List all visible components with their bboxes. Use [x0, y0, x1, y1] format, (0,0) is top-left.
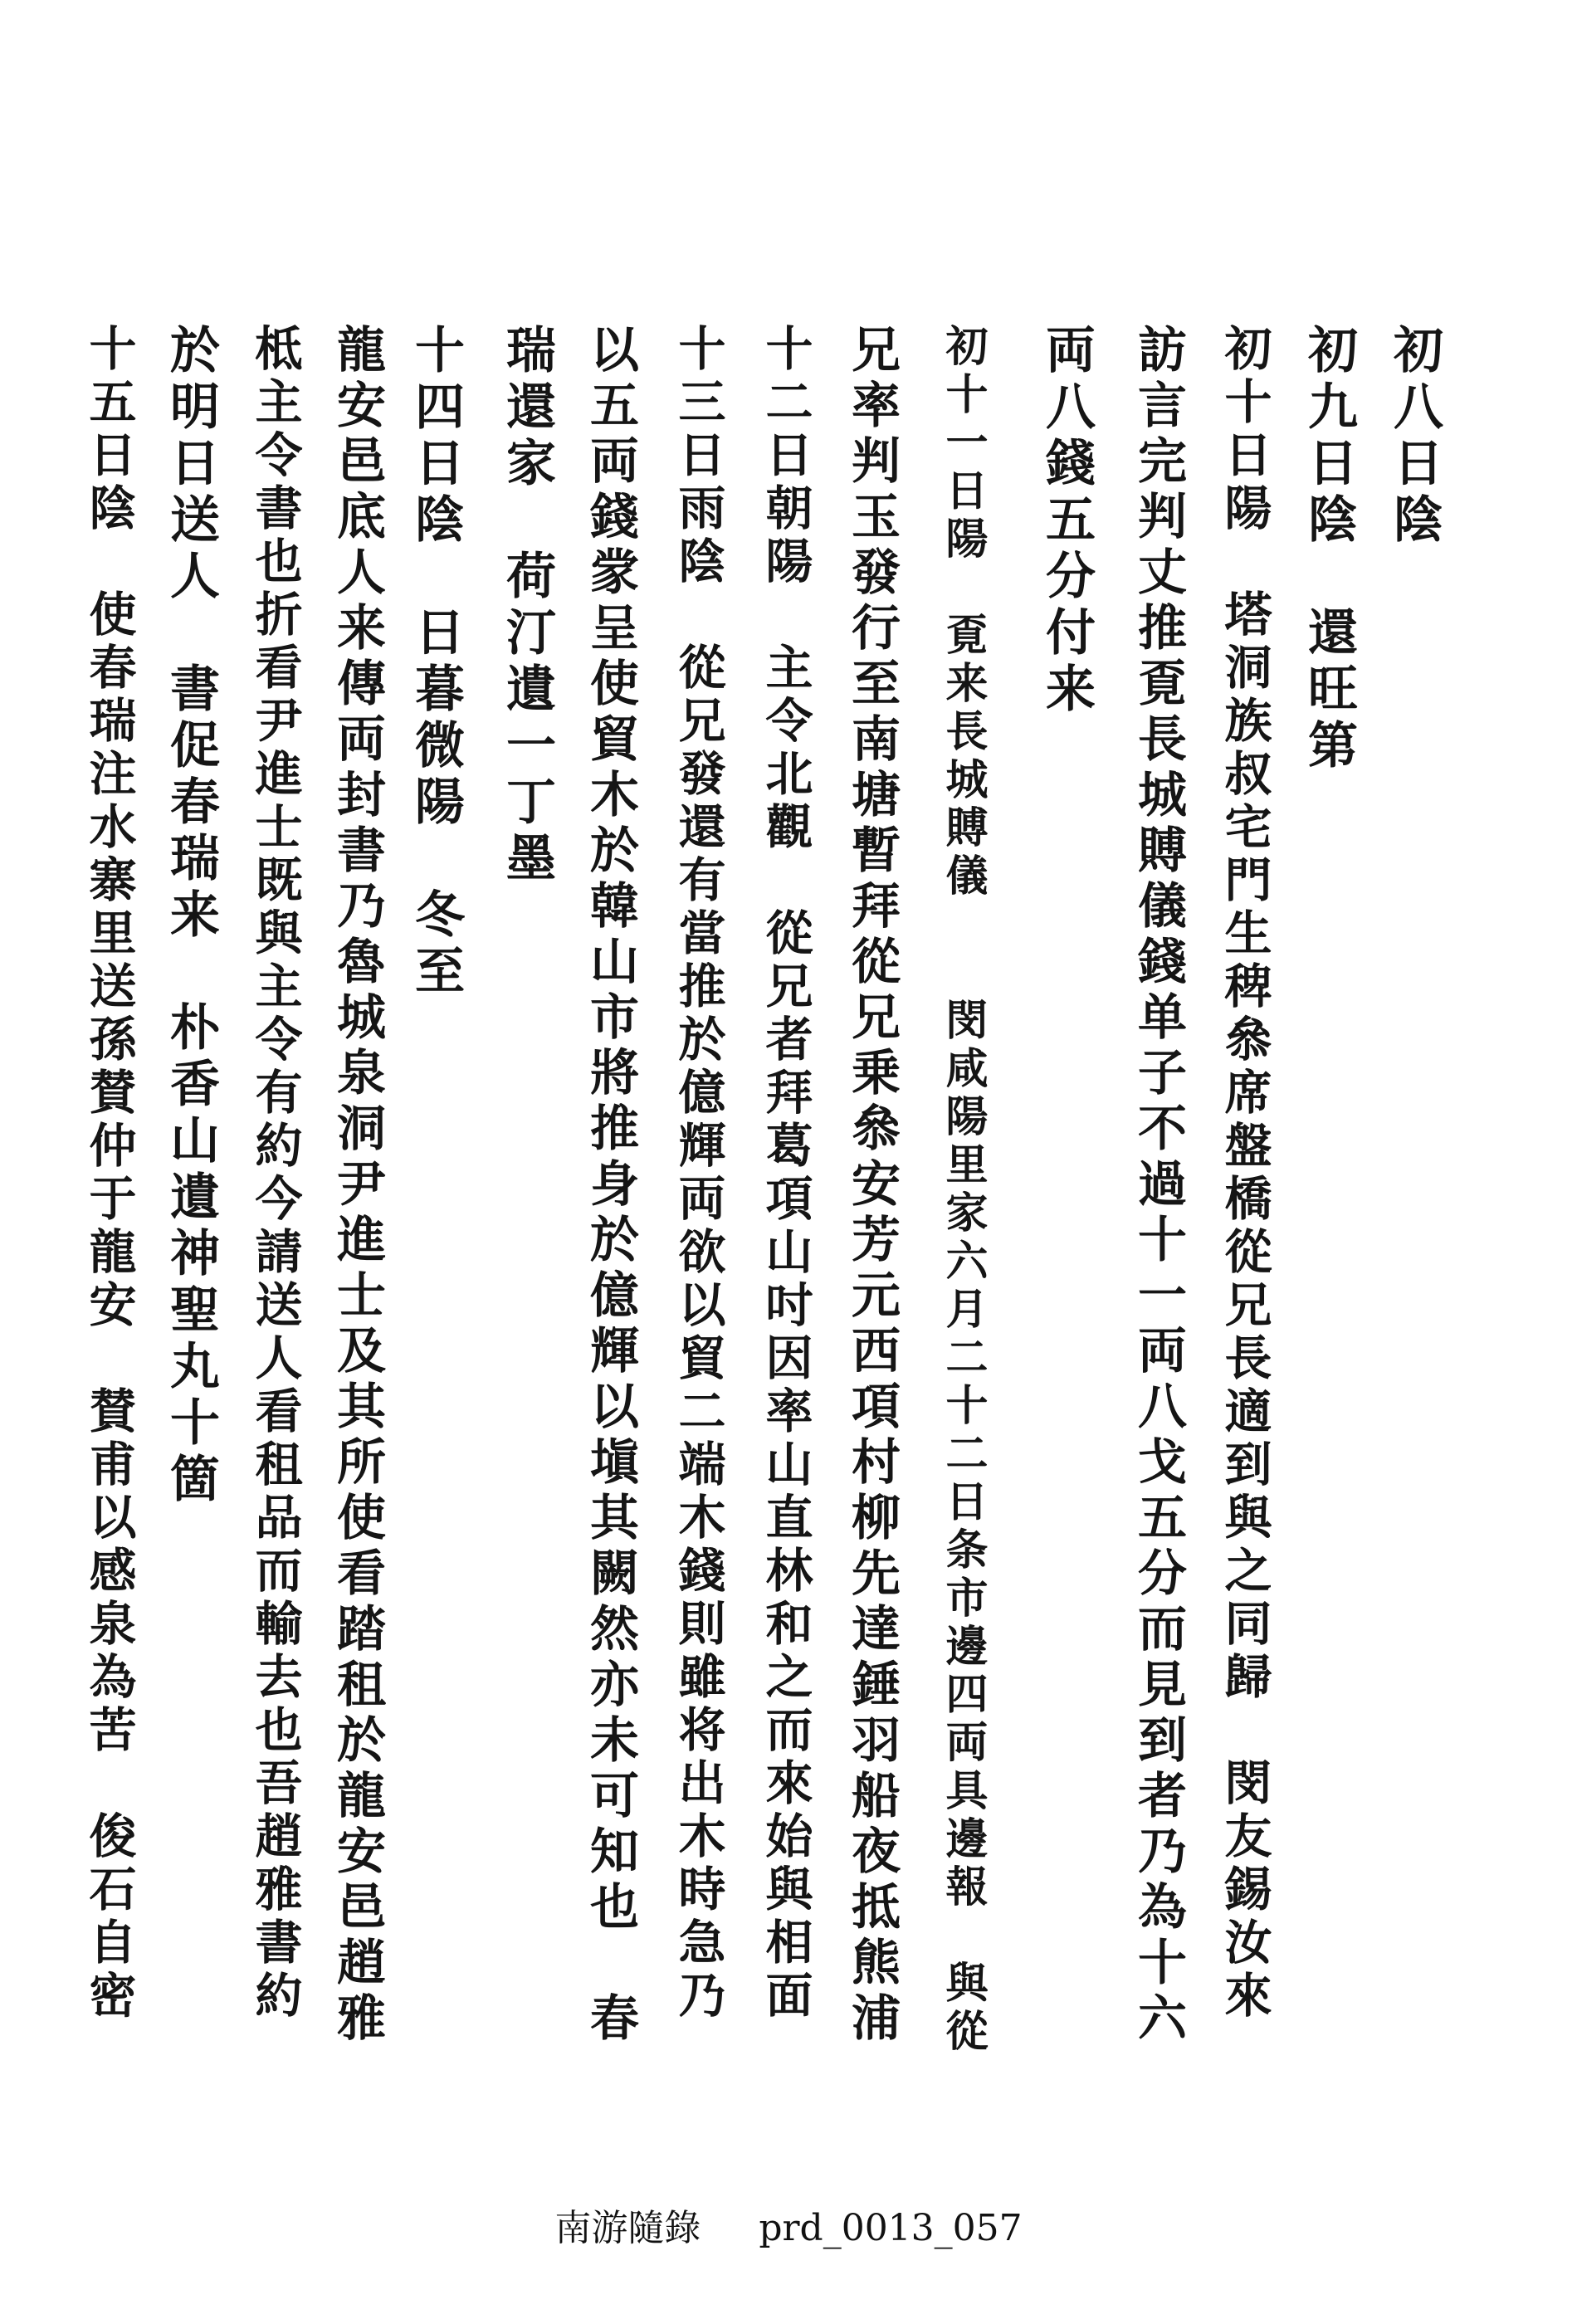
text-column-14: 柢主令書也折看尹進士既與主令有約今請送人看租品而輸去也吾趙雅書約 — [247, 324, 303, 2024]
text-column-16: 十五日陰 使春瑞注水寨里送孫賛仲于龍安 賛甫以感泉為苦 俊石自密 — [81, 324, 137, 2024]
text-column-15: 於明日送人 書促春瑞来 朴香山遺神聖丸十箇 — [162, 324, 220, 1509]
footer-title: 南游隨錄 — [554, 2207, 701, 2249]
text-column-4: 訪言完判丈推覔長城賻儀錢单子不過十一両八戈五分而見到者乃為十六 — [1130, 324, 1187, 2048]
text-column-12: 十四日陰 日暮微陽 冬至 — [407, 324, 465, 1001]
text-column-11: 瑞還家 荷汀遺一丁墨 — [498, 324, 556, 888]
text-column-10: 以五両錢䝉呈使貿木於韓山市將推身於億輝以塡其闕然亦未可知也 春 — [582, 324, 639, 2048]
text-column-5: 両八錢五分付来 — [1038, 324, 1096, 719]
page-footer — [0, 2198, 1577, 2251]
text-column-8: 十二日朝陽 主令北觀 從兄者拜葛項山吋因率山直林和之而來始與相面 — [758, 324, 813, 2024]
text-column-3: 初十日陽 塔洞族叔宅門生稗叅席盤橋從兄長適到與之同歸 閔友錫汝來 — [1217, 324, 1272, 2024]
text-column-9: 十三日雨陰 從兄發還有當推於億輝両欲以貿二端木錢則雖将出木時急乃 — [671, 324, 726, 2024]
text-column-2: 初九日陰 還旺第 — [1300, 324, 1358, 775]
text-column-6: 初十一日陽 覔来長城賻儀 閔咸陽里家六月二十二日条市邊四両具邊報 與從 — [938, 324, 988, 2057]
footer-code: prd_0013_057 — [759, 2207, 1023, 2249]
text-column-1: 初八日陰 — [1385, 324, 1443, 549]
text-column-13: 龍安邑底人来傳両封書乃魯城泉洞尹進士及其所使看踏租於龍安邑趙雅 — [329, 324, 386, 2048]
text-column-7: 兄率判玉發行至南塘暫拜從兄乗叅安芳元西項村柳先達錘羽船夜抵熊浦 — [843, 324, 901, 2048]
